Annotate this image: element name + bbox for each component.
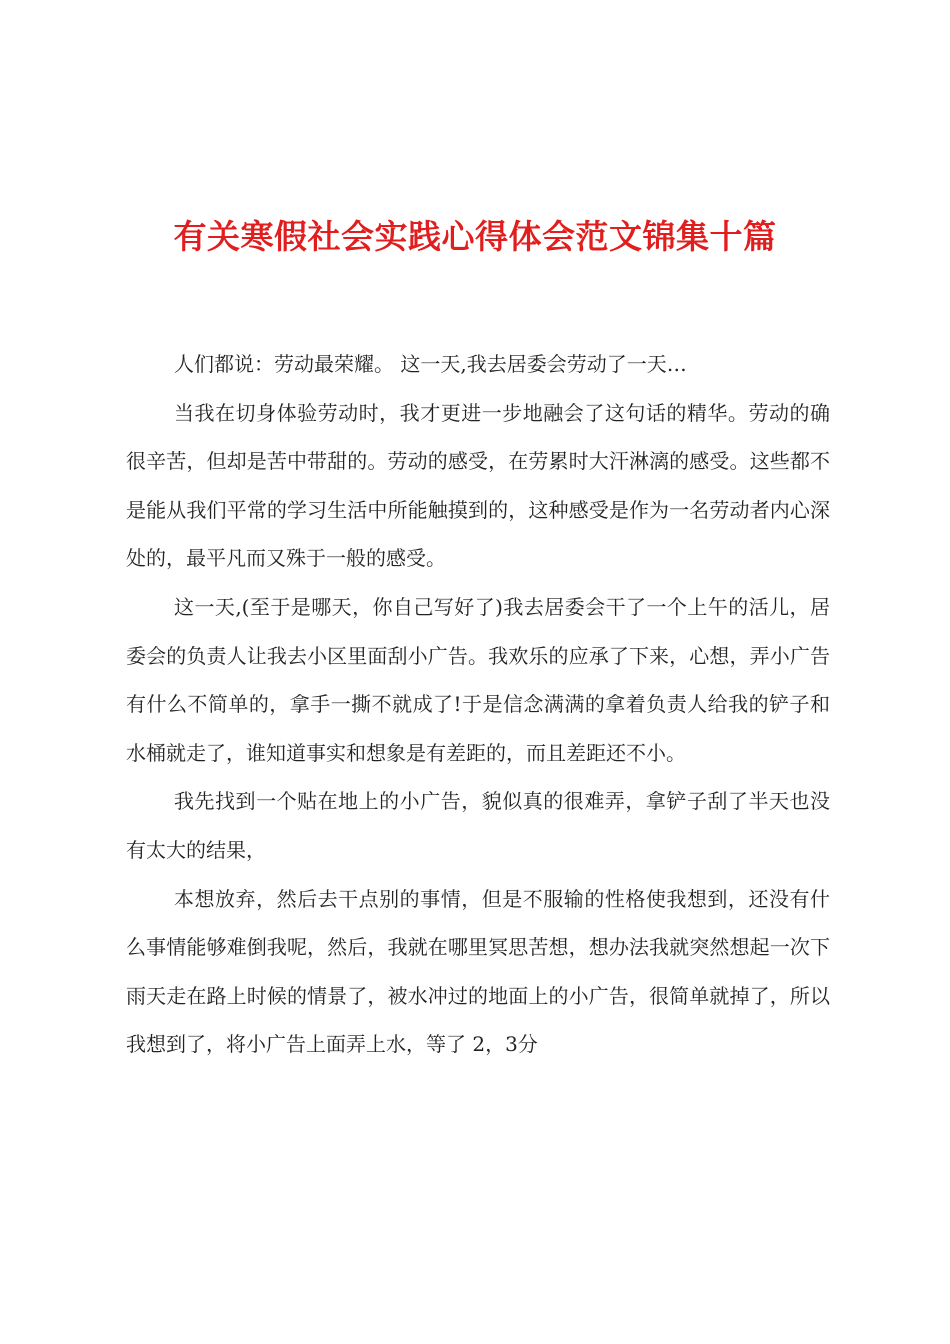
paragraph-3: 这一天,(至于是哪天，你自己写好了)我去居委会干了一个上午的活儿，居委会的负责人让我去小区里面刮小广告。我欢乐的应承了下来，心想，弄小广告有什么不简单的，拿手一撕不就成了!于是信念满满的拿着负责人给我的铲子和水桶就走了，谁知道事实和想象是有差距的，而且差距还不小。 (126, 594, 830, 765)
paragraph-5: 本想放弃，然后去干点别的事情，但是不服输的性格使我想到，还没有什么事情能够难倒我呢，然后，我就在哪里冥思苦想，想办法我就突然想起一次下雨天走在路上时候的情景了，被水冲过的地面上的小广告，很简单就掉了，所以我想到了，将小广告上面弄上水，等了 2，3分 (126, 886, 830, 1057)
paragraph-1: 人们都说：劳动最荣耀。 这一天,我去居委会劳动了一天… (174, 352, 687, 376)
paragraph-4: 我先找到一个贴在地上的小广告，貌似真的很难弄，拿铲子刮了半天也没有太大的结果， (126, 789, 830, 862)
document-body (126, 340, 830, 1069)
paragraph-2: 当我在切身体验劳动时，我才更进一步地融会了这句话的精华。劳动的确很辛苦，但却是苦中带甜的。劳动的感受，在劳累时大汗淋漓的感受。这些都不是能从我们平常的学习生活中所能触摸到的，这种感受是作为一名劳动者内心深处的，最平凡而又殊于一般的感受。 (126, 400, 830, 571)
document-title: 有关寒假社会实践心得体会范文锦集十篇 (173, 217, 777, 256)
